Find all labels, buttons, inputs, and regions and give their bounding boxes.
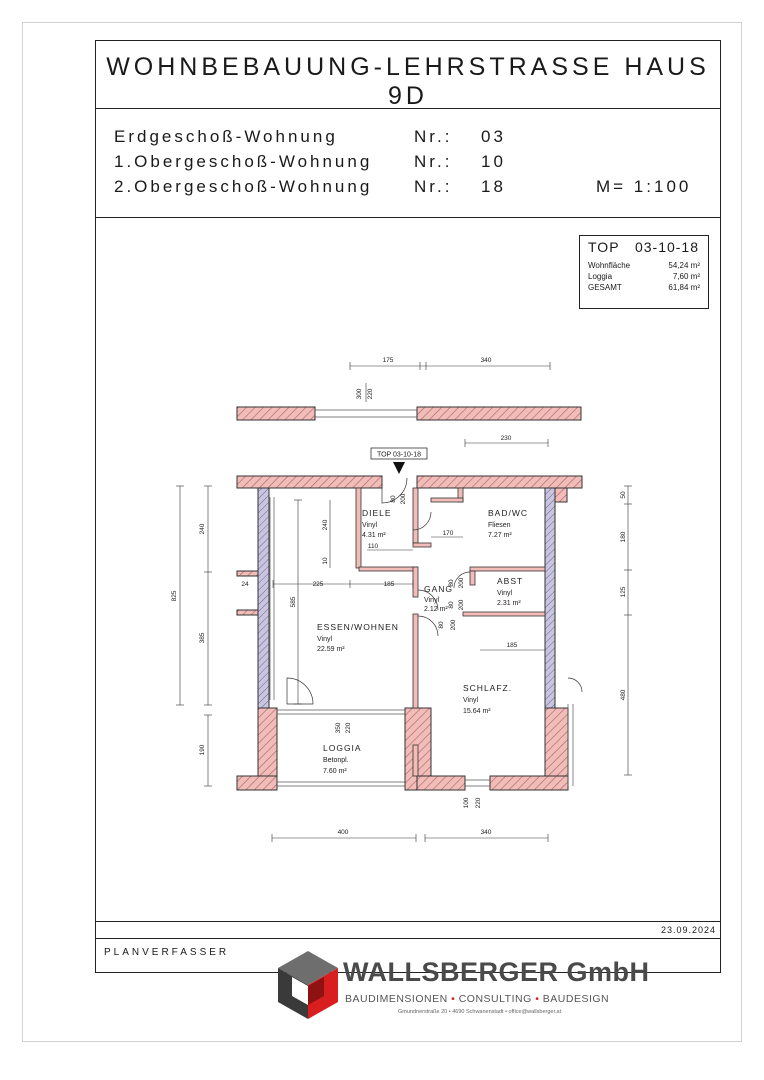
dim-schlafz-door-200: 200 bbox=[450, 619, 457, 631]
room-area-diele: 4.31 m² bbox=[362, 532, 386, 539]
dim-bad-170: 170 bbox=[442, 530, 454, 537]
dim-diele-10: 10 bbox=[322, 557, 329, 565]
dim-diele-110: 110 bbox=[367, 543, 379, 550]
dim-diele-door-80: 80 bbox=[390, 495, 397, 503]
room-area-bad: 7.27 m² bbox=[488, 532, 512, 539]
dim-window-300: 300 bbox=[356, 388, 363, 400]
dim-row-24: 24 bbox=[241, 581, 249, 588]
dim-loggia-220: 220 bbox=[345, 722, 352, 734]
dim-left-240: 240 bbox=[199, 523, 206, 535]
dim-left-825: 825 bbox=[171, 590, 178, 602]
dim-right-125: 125 bbox=[620, 586, 627, 598]
plan-date: 23.09.2024 bbox=[660, 925, 716, 935]
unit-nr-label-og1: Nr.: bbox=[414, 152, 453, 171]
unit-nr-eg: 03 bbox=[481, 127, 506, 146]
top-box-row-label: GESAMT bbox=[588, 283, 622, 292]
room-floor-gang: Vinyl bbox=[424, 597, 440, 604]
company-name: WALLSBERGER GmbH bbox=[343, 957, 650, 987]
service-3: BAUDESIGN bbox=[542, 993, 610, 1005]
room-floor-loggia: Betonpl. bbox=[323, 757, 349, 764]
room-area-loggia: 7.60 m² bbox=[323, 768, 347, 775]
top-box-row-label: Loggia bbox=[588, 272, 613, 281]
unit-nr-label-og2: Nr.: bbox=[414, 177, 453, 196]
dim-top-340: 340 bbox=[480, 357, 492, 364]
room-floor-wohnen: Vinyl bbox=[317, 636, 333, 643]
room-name-bad: BAD/WC bbox=[488, 508, 528, 518]
company-address: Gmundnerstraße 20 • 4690 Schwanenstadt • office@wallsberger.at bbox=[398, 1009, 562, 1015]
dim-abst-door-200: 200 bbox=[458, 599, 465, 611]
dim-diele-240: 240 bbox=[322, 519, 329, 531]
entrance-tag: TOP 03-10-18 bbox=[376, 451, 422, 459]
room-area-wohnen: 22.59 m² bbox=[317, 646, 345, 653]
dim-row-225: 225 bbox=[312, 581, 324, 588]
dim-row-185: 185 bbox=[383, 581, 395, 588]
room-area-abst: 2.31 m² bbox=[497, 600, 521, 607]
room-area-gang: 2.12 m² bbox=[424, 606, 448, 613]
room-name-loggia: LOGGIA bbox=[323, 743, 362, 753]
unit-label-eg: Erdgeschoß-Wohnung bbox=[114, 127, 338, 146]
unit-label-og1: 1.Obergeschoß-Wohnung bbox=[114, 152, 373, 171]
room-floor-bad: Fliesen bbox=[488, 522, 511, 529]
planverfasser-label: PLANVERFASSER bbox=[104, 947, 230, 958]
dim-wohnen-585: 585 bbox=[290, 596, 297, 608]
dim-bottom-window-100: 100 bbox=[463, 797, 470, 809]
dim-diele-door-200: 200 bbox=[400, 493, 407, 505]
dim-bottom-340: 340 bbox=[480, 829, 492, 836]
unit-nr-og2: 18 bbox=[481, 177, 506, 196]
room-area-schlafz: 15.64 m² bbox=[463, 708, 491, 715]
dim-bottom-window-220: 220 bbox=[475, 797, 482, 809]
dim-schlafz-door-80: 80 bbox=[438, 621, 445, 629]
scale-label: M= 1:100 bbox=[596, 177, 692, 196]
room-floor-diele: Vinyl bbox=[362, 522, 378, 529]
service-2: CONSULTING bbox=[458, 993, 532, 1005]
top-box-row-label: Wohnfläche bbox=[588, 261, 631, 270]
top-box-title: TOP bbox=[588, 239, 620, 255]
dim-left-190: 190 bbox=[199, 744, 206, 756]
dim-top-175: 175 bbox=[382, 357, 394, 364]
dim-abst-door-80: 80 bbox=[448, 601, 455, 609]
dim-gang-door-200: 200 bbox=[458, 577, 465, 589]
service-1: BAUDIMENSIONEN bbox=[345, 993, 448, 1005]
room-floor-schlafz: Vinyl bbox=[463, 697, 479, 704]
room-name-gang: GANG bbox=[424, 584, 454, 594]
top-box-row-value: 61,84 m² bbox=[668, 283, 700, 292]
unit-nr-og1: 10 bbox=[481, 152, 506, 171]
company-services: BAUDIMENSIONEN • CONSULTING • BAUDESIGN bbox=[345, 993, 610, 1005]
dim-bottom-400: 400 bbox=[337, 829, 349, 836]
dim-right-50: 50 bbox=[620, 491, 627, 499]
dim-right-180: 180 bbox=[620, 531, 627, 543]
room-name-schlafz: SCHLAFZ. bbox=[463, 683, 513, 693]
entrance-marker bbox=[371, 448, 427, 474]
unit-nr-label-eg: Nr.: bbox=[414, 127, 453, 146]
dim-gang-door-80: 80 bbox=[448, 579, 455, 587]
dim-bad-230: 230 bbox=[500, 435, 512, 442]
unit-label-og2: 2.Obergeschoß-Wohnung bbox=[114, 177, 373, 196]
top-box-row-value: 7,60 m² bbox=[672, 272, 700, 281]
project-title: WOHNBEBAUUNG-LEHRSTRASSE HAUS 9D bbox=[106, 53, 710, 110]
dim-loggia-350: 350 bbox=[335, 722, 342, 734]
dim-window-220: 220 bbox=[367, 388, 374, 400]
room-name-abst: ABST bbox=[497, 576, 524, 586]
dim-left-385: 385 bbox=[199, 632, 206, 644]
room-name-diele: DIELE bbox=[362, 508, 392, 518]
top-box-row-value: 54,24 m² bbox=[668, 261, 700, 270]
upper-walls bbox=[237, 407, 581, 420]
dim-schlafz-185: 185 bbox=[506, 642, 518, 649]
room-name-wohnen: ESSEN/WOHNEN bbox=[317, 622, 399, 632]
dim-right-480: 480 bbox=[620, 689, 627, 701]
top-box-number: 03-10-18 bbox=[634, 239, 699, 255]
outer-walls bbox=[237, 476, 582, 790]
entrance-arrow-icon bbox=[393, 462, 405, 474]
room-floor-abst: Vinyl bbox=[497, 590, 513, 597]
